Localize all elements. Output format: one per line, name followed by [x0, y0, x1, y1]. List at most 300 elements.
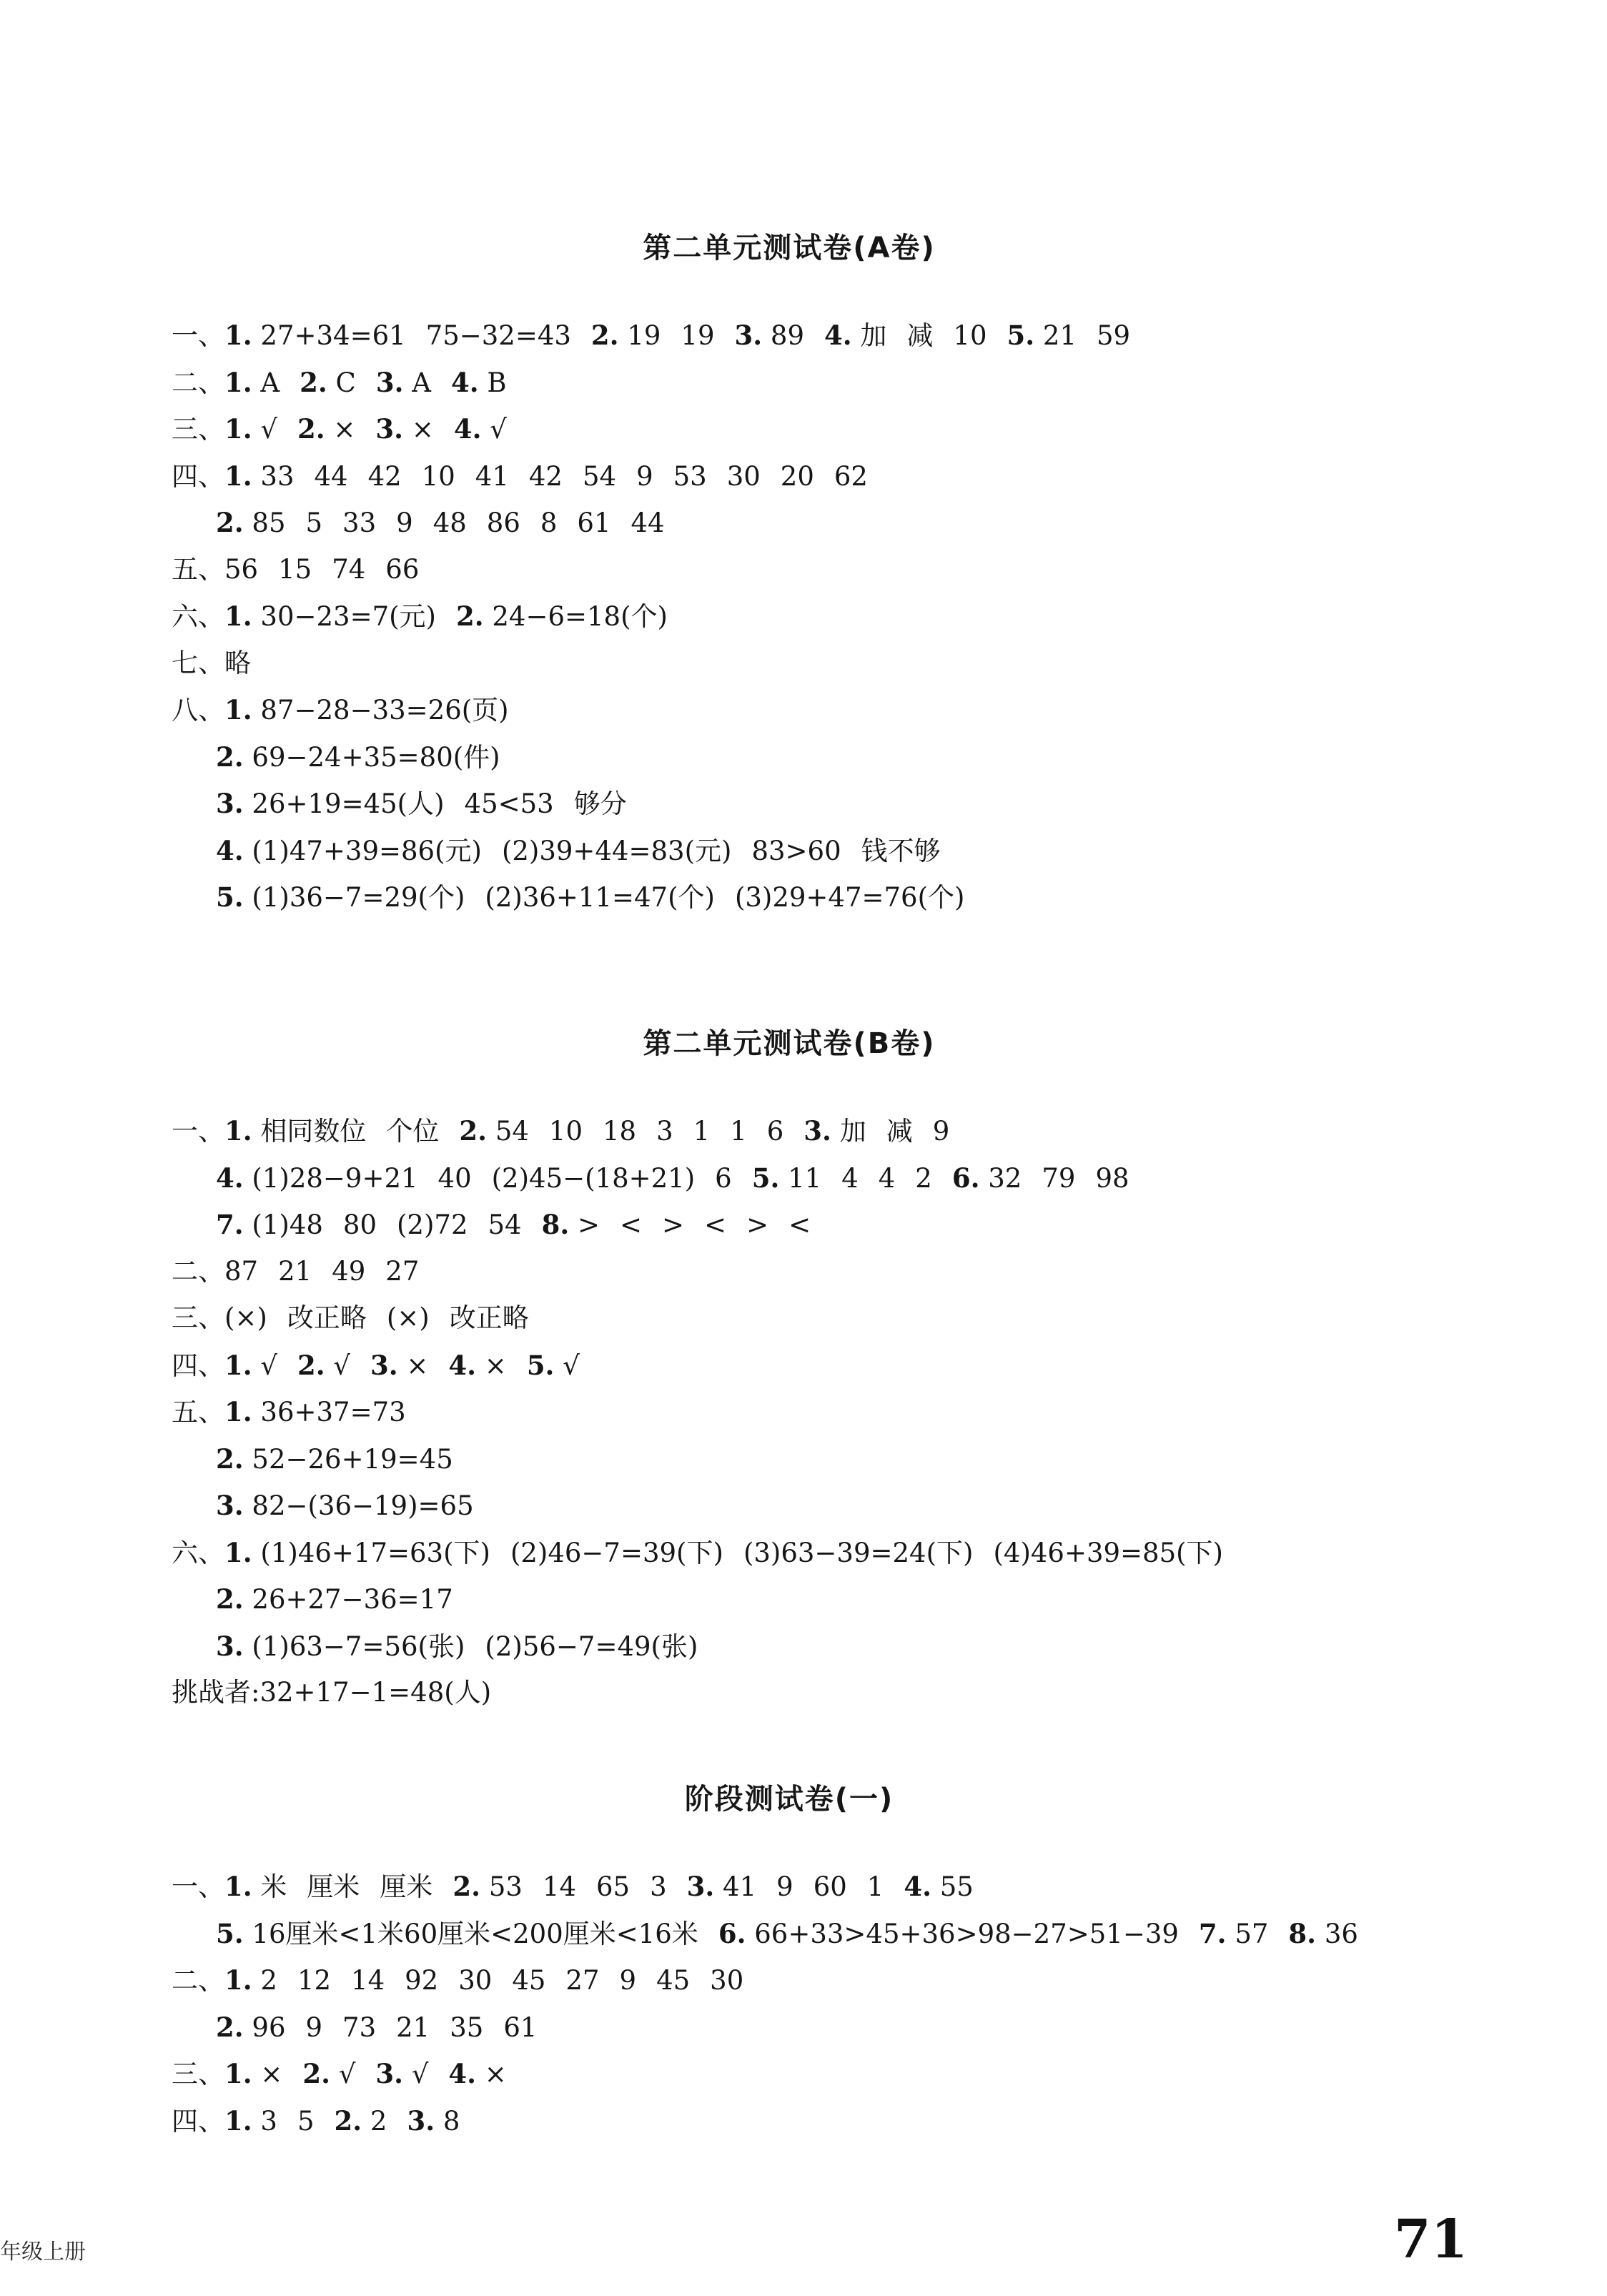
- item-number: 1.: [224, 1396, 252, 1427]
- answer-segment: [1199, 1919, 1269, 1949]
- answer-text: (1)28−9+21: [252, 1162, 418, 1194]
- answer-segment: [224, 1302, 267, 1333]
- answer-segment: [933, 1116, 950, 1147]
- item-number: 3.: [216, 788, 244, 819]
- answer-segment: [307, 1871, 360, 1902]
- answer-segment: [351, 1965, 385, 1996]
- answer-text: 96: [252, 2012, 286, 2043]
- answer-text: (2)56−7=49(张): [485, 1631, 698, 1662]
- answer-segment: [1097, 320, 1130, 351]
- answer-segment: [492, 1163, 696, 1194]
- answer-line: [172, 413, 507, 445]
- question-group-label: 四、: [172, 1350, 224, 1381]
- answer-text: 53: [488, 1871, 523, 1902]
- item-number: 3.: [375, 2058, 404, 2089]
- answer-text: 1: [693, 1116, 711, 1147]
- question-group-label: 一、: [172, 1871, 224, 1902]
- answer-text: 钱不够: [861, 835, 941, 866]
- answer-text: (3)29+47=76(个): [734, 882, 965, 913]
- item-number: 2.: [590, 320, 619, 351]
- answer-segment: [502, 836, 732, 866]
- answer-segment: [302, 2059, 355, 2089]
- answer-segment: [512, 1965, 545, 1996]
- answer-text: ×: [333, 414, 356, 445]
- answer-text: 98: [1095, 1162, 1129, 1194]
- answer-text: 1: [730, 1116, 747, 1147]
- item-number: 3.: [734, 320, 763, 351]
- item-number: 4.: [448, 2058, 477, 2089]
- answer-text: 15: [278, 553, 312, 585]
- answer-segment: [405, 1965, 438, 1996]
- item-number: 3.: [216, 1490, 244, 1521]
- answer-segment: [370, 1350, 428, 1381]
- answer-text: 87−28−33=26(页): [260, 695, 509, 726]
- answer-segment: [297, 2106, 315, 2137]
- answer-text: (2)39+44=83(元): [501, 835, 732, 866]
- answer-segment: [450, 1302, 529, 1333]
- question-group-label: 六、: [172, 601, 224, 632]
- item-number: 1.: [224, 1964, 252, 1996]
- answer-line: [216, 741, 500, 773]
- answer-segment: [620, 1209, 642, 1240]
- question-group-label: 二、: [172, 367, 224, 398]
- answer-segment: [603, 1116, 636, 1147]
- answer-segment: [216, 1490, 474, 1521]
- answer-segment: [952, 1163, 1022, 1194]
- question-group-label: 一、: [172, 320, 224, 351]
- answer-segment: [746, 1209, 768, 1240]
- answer-line: [172, 1302, 529, 1334]
- answer-segment: [342, 2012, 376, 2043]
- answer-line: [172, 2058, 507, 2090]
- answer-segment: [438, 1163, 472, 1194]
- answer-text: ×: [260, 2059, 283, 2089]
- answer-segment: [297, 414, 355, 445]
- answer-segment: [343, 1209, 377, 1240]
- answer-text: √: [563, 1350, 580, 1381]
- answer-text: 减: [906, 320, 934, 351]
- answer-segment: [834, 461, 868, 492]
- answer-segment: [224, 1538, 490, 1568]
- answer-text: ×: [406, 1350, 429, 1381]
- answer-segment: [540, 508, 558, 538]
- answer-text: 66: [385, 553, 420, 585]
- answer-segment: [335, 2106, 387, 2137]
- answer-segment: [386, 1116, 439, 1147]
- answer-segment: [656, 1965, 690, 1996]
- answer-text: 3: [656, 1116, 673, 1147]
- answer-segment: [715, 1163, 732, 1194]
- answer-text: 54: [495, 1116, 529, 1147]
- answer-text: 12: [297, 1965, 332, 1996]
- answer-line: [172, 600, 668, 633]
- answer-text: 87: [224, 1255, 259, 1287]
- item-number: 3.: [686, 1871, 715, 1902]
- item-number: 3.: [370, 1349, 398, 1381]
- answer-text: 55: [939, 1871, 974, 1902]
- answer-line: [216, 1209, 811, 1241]
- answer-text: (2)36+11=47(个): [485, 882, 715, 913]
- answer-segment: [915, 1163, 932, 1194]
- answer-segment: [216, 2012, 286, 2043]
- answer-segment: [315, 461, 348, 492]
- answer-text: 36: [1324, 1918, 1358, 1949]
- answer-segment: [287, 1302, 367, 1333]
- item-number: 2.: [300, 366, 327, 398]
- item-number: 5.: [216, 881, 244, 913]
- answer-segment: [451, 367, 507, 398]
- answer-text: A: [260, 367, 280, 398]
- answer-segment: [375, 2059, 428, 2089]
- item-number: 1.: [224, 1536, 252, 1568]
- answer-text: 32: [988, 1162, 1022, 1194]
- answer-segment: [224, 1965, 277, 1996]
- answer-text: 92: [405, 1965, 439, 1996]
- answer-segment: [396, 508, 413, 538]
- answer-segment: [216, 1163, 418, 1194]
- item-number: 5.: [751, 1162, 780, 1194]
- answer-text: 73: [342, 2012, 377, 2043]
- answer-segment: [543, 1871, 576, 1902]
- answer-segment: [278, 1256, 312, 1287]
- answer-text: 厘米: [307, 1871, 360, 1902]
- answer-text: 59: [1097, 320, 1131, 351]
- item-number: 2.: [459, 1115, 488, 1147]
- answer-text: 20: [780, 460, 814, 492]
- item-number: 2.: [297, 413, 325, 445]
- answer-text: C: [335, 367, 356, 398]
- answer-text: 42: [528, 460, 563, 492]
- question-group-label: 三、: [172, 1302, 224, 1333]
- answer-line: [172, 554, 419, 585]
- item-number: 2.: [216, 2011, 244, 2043]
- answer-segment: [224, 554, 258, 585]
- answer-text: 45: [656, 1965, 691, 1996]
- answer-text: >: [578, 1209, 600, 1240]
- question-group-label: 一、: [172, 1116, 224, 1147]
- answer-text: 82−(36−19)=65: [252, 1490, 474, 1521]
- answer-segment: [342, 508, 376, 538]
- question-group-label: 四、: [172, 460, 224, 492]
- item-number: 3.: [407, 2104, 435, 2137]
- answer-text: (1)48: [252, 1209, 323, 1240]
- answer-line: [172, 460, 868, 493]
- answer-text: 40: [437, 1162, 472, 1194]
- item-number: 4.: [824, 320, 852, 351]
- answer-segment: [224, 1397, 406, 1427]
- answer-line: [172, 1871, 974, 1903]
- answer-segment: [278, 554, 312, 585]
- answer-text: 53: [673, 460, 707, 492]
- answer-text: (1)36−7=29(个): [252, 882, 465, 913]
- item-number: 4.: [904, 1871, 931, 1902]
- answer-text: 9: [396, 508, 413, 538]
- question-group-label: 五、: [172, 553, 224, 585]
- answer-text: 18: [603, 1116, 637, 1147]
- answer-segment: [861, 836, 941, 866]
- answer-segment: [216, 742, 500, 773]
- answer-segment: [216, 1444, 453, 1475]
- answer-text: 54: [582, 460, 617, 492]
- answer-segment: [422, 461, 455, 492]
- page-number: 71: [1394, 2209, 1468, 2270]
- item-number: 8.: [541, 1209, 570, 1240]
- item-number: 2.: [334, 2104, 362, 2137]
- answer-segment: [886, 1116, 913, 1147]
- answer-text: 61: [503, 2012, 538, 2043]
- answer-text: 减: [886, 1116, 913, 1147]
- answer-text: 16厘米<1米60厘米<200厘米<16米: [252, 1918, 698, 1949]
- answer-text: 2: [915, 1162, 932, 1194]
- answer-segment: [788, 1209, 811, 1240]
- answer-text: (2)72: [397, 1209, 468, 1240]
- answer-line: [216, 2012, 537, 2044]
- answer-segment: [380, 1871, 432, 1902]
- question-group-label: 五、: [172, 1397, 224, 1427]
- answer-segment: [710, 1965, 743, 1996]
- answer-text: 改正略: [449, 1302, 529, 1333]
- answer-text: (1)47+39=86(元): [252, 835, 482, 866]
- answer-line: [216, 507, 665, 539]
- answer-segment: [297, 1350, 350, 1381]
- answer-text: 65: [596, 1871, 631, 1902]
- answer-segment: [224, 1871, 287, 1902]
- answer-segment: [306, 2012, 323, 2043]
- answer-segment: [565, 1965, 599, 1996]
- answer-line: [216, 881, 964, 914]
- answer-segment: [752, 1163, 822, 1194]
- answer-segment: [841, 1163, 859, 1194]
- item-number: 2.: [216, 1443, 244, 1475]
- answer-segment: [306, 508, 323, 538]
- question-group-label: 二、: [172, 1255, 224, 1287]
- answer-text: √: [411, 2059, 429, 2089]
- answer-text: 3: [650, 1871, 667, 1902]
- answer-segment: [751, 836, 841, 866]
- answer-line: [216, 788, 627, 820]
- answer-segment: [681, 320, 714, 351]
- answer-segment: [662, 1209, 684, 1240]
- item-number: 5.: [216, 1917, 244, 1949]
- answer-text: 4: [841, 1162, 859, 1194]
- answer-text: 86: [486, 508, 520, 538]
- item-number: 4.: [448, 1349, 477, 1381]
- answer-line: [172, 320, 1130, 352]
- answer-line: [216, 1490, 474, 1522]
- answer-line: [216, 835, 941, 867]
- answer-line: [172, 648, 251, 679]
- answer-text: 10: [421, 460, 455, 492]
- answer-segment: [583, 461, 616, 492]
- answer-text: 30: [710, 1965, 744, 1996]
- answer-text: 56: [224, 553, 259, 585]
- item-number: 1.: [224, 1871, 252, 1902]
- item-number: 1.: [224, 1349, 252, 1381]
- answer-text: (1)63−7=56(张): [252, 1631, 465, 1662]
- answer-text: 9: [619, 1965, 637, 1996]
- item-number: 2.: [302, 2058, 331, 2089]
- answer-segment: [224, 1256, 258, 1287]
- item-number: 2.: [453, 1871, 481, 1902]
- item-number: 2.: [455, 600, 484, 632]
- answer-line: [172, 367, 507, 399]
- answer-text: 21: [278, 1255, 312, 1287]
- item-number: 3.: [216, 1630, 244, 1662]
- footer-grade-label: 年级上册: [0, 2240, 86, 2265]
- answer-text: 60: [813, 1871, 847, 1902]
- item-number: 4.: [453, 413, 482, 445]
- answer-text: 69−24+35=80(件): [252, 741, 500, 773]
- answer-text: 8: [540, 508, 558, 538]
- answer-line: [172, 1350, 580, 1382]
- answer-text: 61: [577, 508, 611, 538]
- answer-segment: [475, 461, 509, 492]
- answer-text: 9: [305, 2012, 323, 2043]
- answer-text: 改正略: [287, 1302, 367, 1333]
- answer-text: 49: [332, 1255, 366, 1287]
- answer-line: [216, 1162, 1129, 1194]
- answer-text: 74: [332, 553, 366, 585]
- answer-text: 加: [860, 320, 887, 351]
- item-number: 1.: [224, 694, 252, 726]
- answer-text: 66+33>45+36>98−27>51−39: [754, 1918, 1179, 1949]
- answer-line: [216, 1583, 453, 1615]
- item-number: 8.: [1288, 1917, 1317, 1949]
- question-group-label: 七、: [172, 647, 224, 678]
- answer-segment: [596, 1871, 630, 1902]
- answer-text: 32+17−1=48(人): [259, 1677, 492, 1708]
- answer-text: 9: [776, 1871, 793, 1902]
- answer-segment: [487, 508, 520, 538]
- answer-text: ×: [411, 414, 434, 445]
- answer-segment: [375, 414, 433, 445]
- answer-text: 够分: [573, 788, 627, 819]
- answer-segment: [224, 601, 436, 632]
- answer-segment: [368, 461, 402, 492]
- answer-text: ×: [484, 2059, 507, 2089]
- question-group-label: 二、: [172, 1965, 224, 1996]
- answer-text: 24−6=18(个): [492, 601, 668, 632]
- answer-segment: [224, 320, 406, 351]
- answer-text: 9: [932, 1116, 950, 1147]
- item-number: 1.: [224, 320, 252, 351]
- answer-text: (×): [386, 1302, 430, 1333]
- answer-text: (2)45−(18+21): [491, 1162, 696, 1194]
- answer-segment: [730, 1116, 747, 1147]
- answer-segment: [376, 367, 431, 398]
- answer-text: ×: [484, 1350, 507, 1381]
- answer-text: 57: [1235, 1918, 1269, 1949]
- answer-text: 21: [1042, 320, 1077, 351]
- answer-text: >: [746, 1209, 769, 1240]
- item-number: 1.: [224, 413, 252, 445]
- answer-segment: [693, 1116, 711, 1147]
- answer-segment: [224, 695, 509, 726]
- answer-segment: [433, 508, 467, 538]
- answer-segment: [396, 2012, 430, 2043]
- item-number: 7.: [216, 1209, 244, 1240]
- question-group-label: 三、: [172, 2059, 224, 2089]
- question-group-label: 六、: [172, 1537, 224, 1568]
- answer-text: 27: [565, 1965, 600, 1996]
- answer-text: √: [490, 414, 507, 445]
- answer-text: 10: [548, 1116, 583, 1147]
- answer-line: [172, 1964, 743, 1996]
- answer-text: 44: [631, 508, 665, 538]
- answer-text: 89: [770, 320, 804, 351]
- answer-segment: [743, 1538, 974, 1568]
- answer-segment: [485, 882, 715, 913]
- answer-text: (1)46+17=63(下): [260, 1537, 490, 1568]
- answer-segment: [397, 1209, 468, 1240]
- answer-segment: [781, 461, 814, 492]
- answer-segment: [993, 1538, 1223, 1568]
- answer-text: 14: [542, 1871, 576, 1902]
- answer-segment: [549, 1116, 583, 1147]
- answer-text: 9: [636, 460, 653, 492]
- answer-segment: [385, 1256, 419, 1287]
- answer-segment: [503, 2012, 537, 2043]
- answer-segment: [224, 414, 277, 445]
- answer-text: (4)46+39=85(下): [993, 1537, 1223, 1568]
- answer-segment: [216, 882, 465, 913]
- answer-text: 44: [314, 460, 348, 492]
- answer-text: 26+19=45(人): [252, 788, 445, 819]
- answer-segment: [448, 1350, 506, 1381]
- answer-text: 41: [723, 1871, 757, 1902]
- answer-line: [172, 1677, 491, 1708]
- answer-segment: [456, 601, 668, 632]
- answer-line: [216, 1631, 698, 1663]
- answer-segment: [527, 1350, 580, 1381]
- item-number: 1.: [224, 600, 252, 632]
- answer-segment: [332, 554, 365, 585]
- answer-segment: [224, 1116, 366, 1147]
- answer-line: [172, 1537, 1223, 1569]
- item-number: 5.: [526, 1349, 555, 1381]
- answer-segment: [577, 508, 610, 538]
- answer-text: 54: [488, 1209, 522, 1240]
- item-number: 3.: [804, 1115, 831, 1147]
- answer-segment: [542, 1209, 600, 1240]
- item-number: 4.: [216, 1162, 244, 1194]
- item-number: 5.: [1007, 320, 1035, 351]
- answer-segment: [224, 2059, 282, 2089]
- question-group-label: 三、: [172, 414, 224, 445]
- answer-text: <: [704, 1209, 727, 1240]
- answer-segment: [1288, 1919, 1358, 1949]
- answer-text: 5: [305, 508, 323, 538]
- answer-text: √: [338, 2059, 356, 2089]
- item-number: 2.: [216, 1583, 244, 1615]
- answer-line: [172, 1256, 419, 1287]
- answer-segment: [814, 1871, 847, 1902]
- answer-segment: [426, 320, 571, 351]
- section-title: 第二单元测试卷(B卷): [643, 1027, 936, 1060]
- answer-segment: [804, 1116, 866, 1147]
- answer-text: 33: [342, 508, 377, 538]
- answer-text: 19: [627, 320, 661, 351]
- answer-line: [172, 1396, 406, 1428]
- answer-segment: [620, 1965, 637, 1996]
- answer-segment: [407, 2106, 460, 2137]
- item-number: 1.: [224, 2104, 252, 2137]
- answer-segment: [216, 1631, 465, 1662]
- question-group-label: 八、: [172, 695, 224, 726]
- answer-line: [172, 694, 509, 726]
- answer-segment: [216, 508, 286, 538]
- answer-text: √: [260, 1350, 277, 1381]
